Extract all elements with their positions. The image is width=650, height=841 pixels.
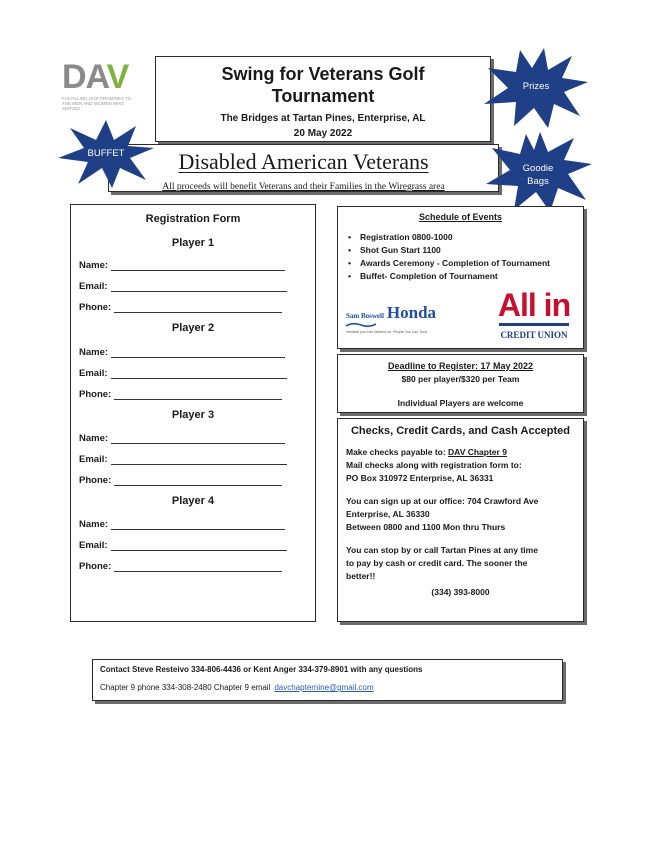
field-label: Phone: <box>79 475 112 486</box>
allin-sub: CREDIT UNION <box>500 330 568 340</box>
schedule-item: • Buffet- Completion of Tournament <box>348 271 498 281</box>
organization-name: Disabled American Veterans <box>178 149 429 174</box>
field-label: Name: <box>79 433 109 444</box>
schedule-item-text: Awards Ceremony - Completion of Tournament <box>360 258 551 268</box>
payable-to: DAV Chapter 9 <box>448 447 507 457</box>
proceeds-note: All proceeds will benefit Veterans and their Families in the Wiregrass area <box>162 182 445 192</box>
honda-sponsor-logo <box>346 303 446 343</box>
deadline-line: Deadline to Register: 17 May 2022 <box>387 361 534 371</box>
schedule-item: • Registration 0800-1000 <box>348 232 453 242</box>
organization-banner <box>108 144 499 192</box>
field-label: Phone: <box>79 561 112 572</box>
office-line-2: Enterprise, AL 36330 <box>346 509 430 519</box>
field-label: Email: <box>79 540 108 551</box>
registration-title: Registration Form <box>145 213 241 225</box>
price-line: $80 per player/$320 per Team <box>401 374 520 384</box>
field-label: Email: <box>79 281 108 292</box>
payable-prefix: Make checks payable to: <box>346 447 449 457</box>
mail-line-1: Mail checks along with registration form to: <box>346 460 522 470</box>
title-box <box>155 56 491 142</box>
player-3-name-field[interactable] <box>79 433 285 444</box>
email-line[interactable] <box>111 371 287 379</box>
stop-line-3: better!! <box>346 571 376 581</box>
contact-line: Contact Steve Resteivo 334-806-4436 or Kent Anger 334-379-8901 with any questions <box>100 665 423 674</box>
player-1-heading: Player 1 <box>171 237 215 249</box>
allin-name: All in <box>497 287 571 323</box>
schedule-item-text: Shot Gun Start 1100 <box>360 245 441 255</box>
mail-line-2: PO Box 310972 Enterprise, AL 36331 <box>346 473 494 483</box>
buffet-label: BUFFET <box>87 148 125 159</box>
office-line-1: You can sign up at our office: 704 Crawford Ave <box>346 496 539 506</box>
player-4-email-field[interactable] <box>79 540 287 551</box>
player-4-phone-field[interactable] <box>79 561 282 572</box>
player-3-email-field[interactable] <box>79 454 287 465</box>
name-line[interactable] <box>111 350 285 358</box>
email-line[interactable] <box>111 457 287 465</box>
dav-logo <box>62 58 140 111</box>
field-label: Name: <box>79 519 109 530</box>
field-label: Name: <box>79 347 109 358</box>
player-1-name-field[interactable] <box>79 260 285 271</box>
office-line-3: Between 0800 and 1100 Mon thru Thurs <box>346 522 506 532</box>
schedule-title: Schedule of Events <box>418 212 503 222</box>
honda-name: Honda <box>386 303 437 322</box>
player-2-phone-field[interactable] <box>79 389 282 400</box>
field-label: Name: <box>79 260 109 271</box>
schedule-item-text: Buffet- Completion of Tournament <box>360 271 498 281</box>
field-label: Email: <box>79 368 108 379</box>
honda-tagline: Vehicles you Can Depend on. People You Can Trust <box>346 330 427 334</box>
player-2-name-field[interactable] <box>79 347 285 358</box>
schedule-item: • Awards Ceremony - Completion of Tournament <box>348 258 551 268</box>
phone-line[interactable] <box>114 305 282 313</box>
chapter-email-link[interactable]: davchapternine@gmail.com <box>274 683 374 692</box>
goodie-label-line1: Goodie <box>522 163 554 174</box>
player-2-heading: Player 2 <box>171 322 215 334</box>
field-label: Phone: <box>79 389 112 400</box>
field-label: Email: <box>79 454 108 465</box>
schedule-list <box>348 231 583 283</box>
email-line[interactable] <box>111 543 287 551</box>
name-line[interactable] <box>111 263 285 271</box>
schedule-item: • Shot Gun Start 1100 <box>348 245 441 255</box>
allin-underline <box>499 323 569 326</box>
event-title-line1: Swing for Veterans Golf <box>221 64 425 84</box>
name-line[interactable] <box>111 436 285 444</box>
individual-players-line: Individual Players are welcome <box>397 398 524 408</box>
player-1-email-field[interactable] <box>79 281 287 292</box>
field-label: Phone: <box>79 302 112 313</box>
event-venue: The Bridges at Tartan Pines, Enterprise, AL <box>220 113 426 124</box>
event-title-line2: Tournament <box>271 86 375 106</box>
stop-line-1: You can stop by or call Tartan Pines at any time <box>346 545 538 555</box>
goodie-label-line2: Bags <box>527 176 549 187</box>
phone-line[interactable] <box>114 564 282 572</box>
logo-tagline: FULFILLING OUR PROMISES TO THE MEN AND WOMEN WHO SERVED <box>62 96 132 111</box>
contact-box <box>92 659 563 701</box>
player-4-name-field[interactable] <box>79 519 285 530</box>
schedule-item-text: Registration 0800-1000 <box>360 232 453 242</box>
payment-title: Checks, Credit Cards, and Cash Accepted <box>350 425 571 437</box>
email-line[interactable] <box>111 284 287 292</box>
stop-line-2: to pay by cash or credit card. The sooner the <box>346 558 528 568</box>
player-4-heading: Player 4 <box>171 495 215 507</box>
chapter-phone-email-label: Chapter 9 phone 334-308-2480 Chapter 9 email <box>100 683 271 692</box>
phone-line[interactable] <box>114 478 282 486</box>
payment-box <box>337 418 584 622</box>
tartan-pines-phone: (334) 393-8000 <box>431 587 490 597</box>
honda-swoosh-icon <box>346 322 376 328</box>
logo-letters <box>62 60 140 94</box>
honda-prefix: Sam Boswell <box>346 312 384 320</box>
logo-letters-v: V <box>106 58 129 96</box>
event-date: 20 May 2022 <box>293 128 353 139</box>
name-line[interactable] <box>111 522 285 530</box>
registration-form <box>70 204 316 622</box>
goodie-bags-label <box>508 162 568 188</box>
schedule-box <box>337 206 584 349</box>
deadline-box <box>337 354 584 413</box>
chapter-contact-line <box>100 683 555 692</box>
prizes-label: Prizes <box>522 81 550 92</box>
phone-line[interactable] <box>114 392 282 400</box>
player-3-phone-field[interactable] <box>79 475 282 486</box>
allin-sponsor-logo <box>488 287 580 345</box>
player-2-email-field[interactable] <box>79 368 287 379</box>
logo-letters-da: DA <box>62 58 107 96</box>
player-1-phone-field[interactable] <box>79 302 282 313</box>
payable-line <box>346 446 575 459</box>
player-3-heading: Player 3 <box>171 409 215 421</box>
